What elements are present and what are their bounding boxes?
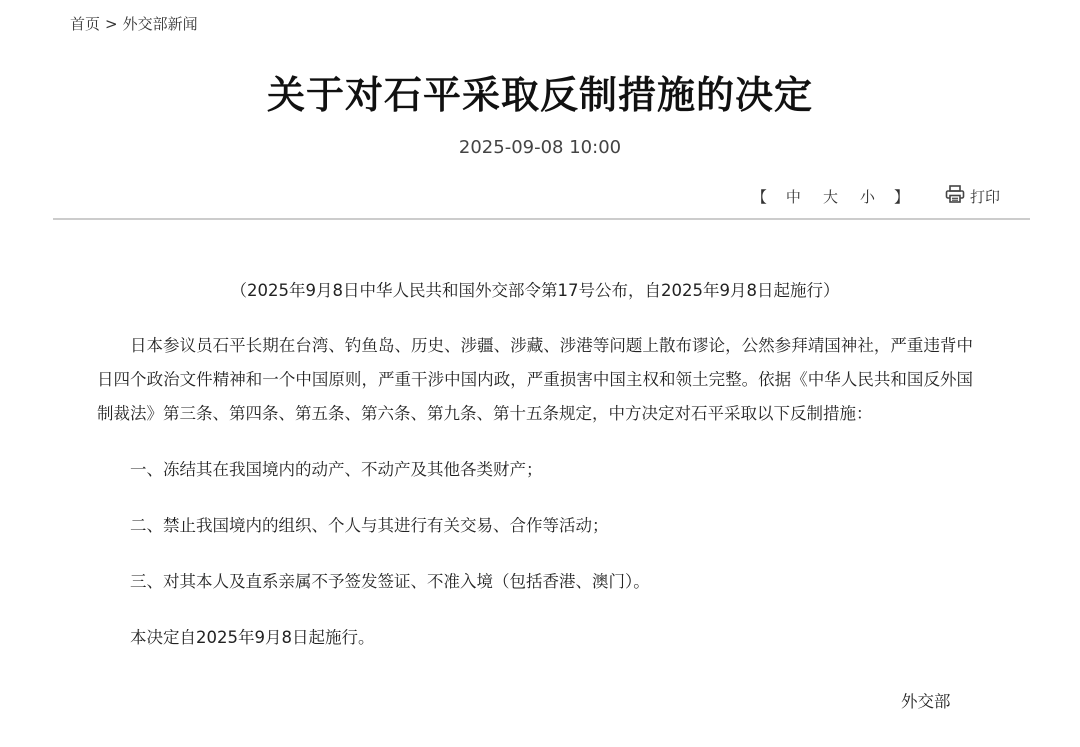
publish-datetime: 2025-09-08 10:00: [458, 137, 622, 158]
measure-3-paragraph: 三、对其本人及直系亲属不予签发签证、不准入境（包括香港、澳门）。: [130, 572, 650, 591]
breadcrumb-home-link[interactable]: 首页: [70, 15, 101, 33]
article-subtitle: （2025年9月8日中华人民共和国外交部令第17号公布，自2025年9月8日起施行）: [230, 281, 840, 300]
bracket-open: 【: [751, 187, 767, 206]
font-size-selector: [744, 186, 917, 207]
issuer-signature: 外交部: [901, 692, 951, 711]
header-divider: [53, 218, 1030, 220]
measure-1-paragraph: 一、冻结其在我国境内的动产、不动产及其他各类财产；: [130, 460, 543, 479]
font-size-medium-button[interactable]: 中: [785, 187, 801, 206]
font-size-large-button[interactable]: 大: [822, 187, 838, 206]
intro-paragraph: 日本参议员石平长期在台湾、钓鱼岛、历史、涉疆、涉藏、涉港等问题上散布谬论，公然参拜靖国神社，严重违背中日四个政治文件精神和一个中国原则，严重干涉中国内政，严重损害中国主权和领土完整。依据《中华人民共和国反外国制裁法》第三条、第四条、第五条、第六条、第九条、第十五条规定，中方决定对石平采取以下反制措施：: [97, 336, 973, 423]
article-toolbar: [744, 185, 1000, 207]
bracket-close: 】: [893, 187, 909, 206]
breadcrumb-separator: >: [105, 15, 118, 33]
measure-2-paragraph: 二、禁止我国境内的组织、个人与其进行有关交易、合作等活动；: [130, 516, 609, 535]
effective-date-paragraph: 本决定自2025年9月8日起施行。: [130, 628, 375, 647]
breadcrumb: [70, 13, 198, 34]
font-size-small-button[interactable]: 小: [859, 187, 875, 206]
printer-icon: [945, 185, 970, 207]
page-title: 关于对石平采取反制措施的决定: [266, 73, 813, 117]
article-body: [97, 278, 973, 677]
print-button[interactable]: [945, 185, 1000, 207]
print-label: 打印: [969, 187, 1000, 206]
breadcrumb-section-link[interactable]: 外交部新闻: [122, 15, 198, 33]
